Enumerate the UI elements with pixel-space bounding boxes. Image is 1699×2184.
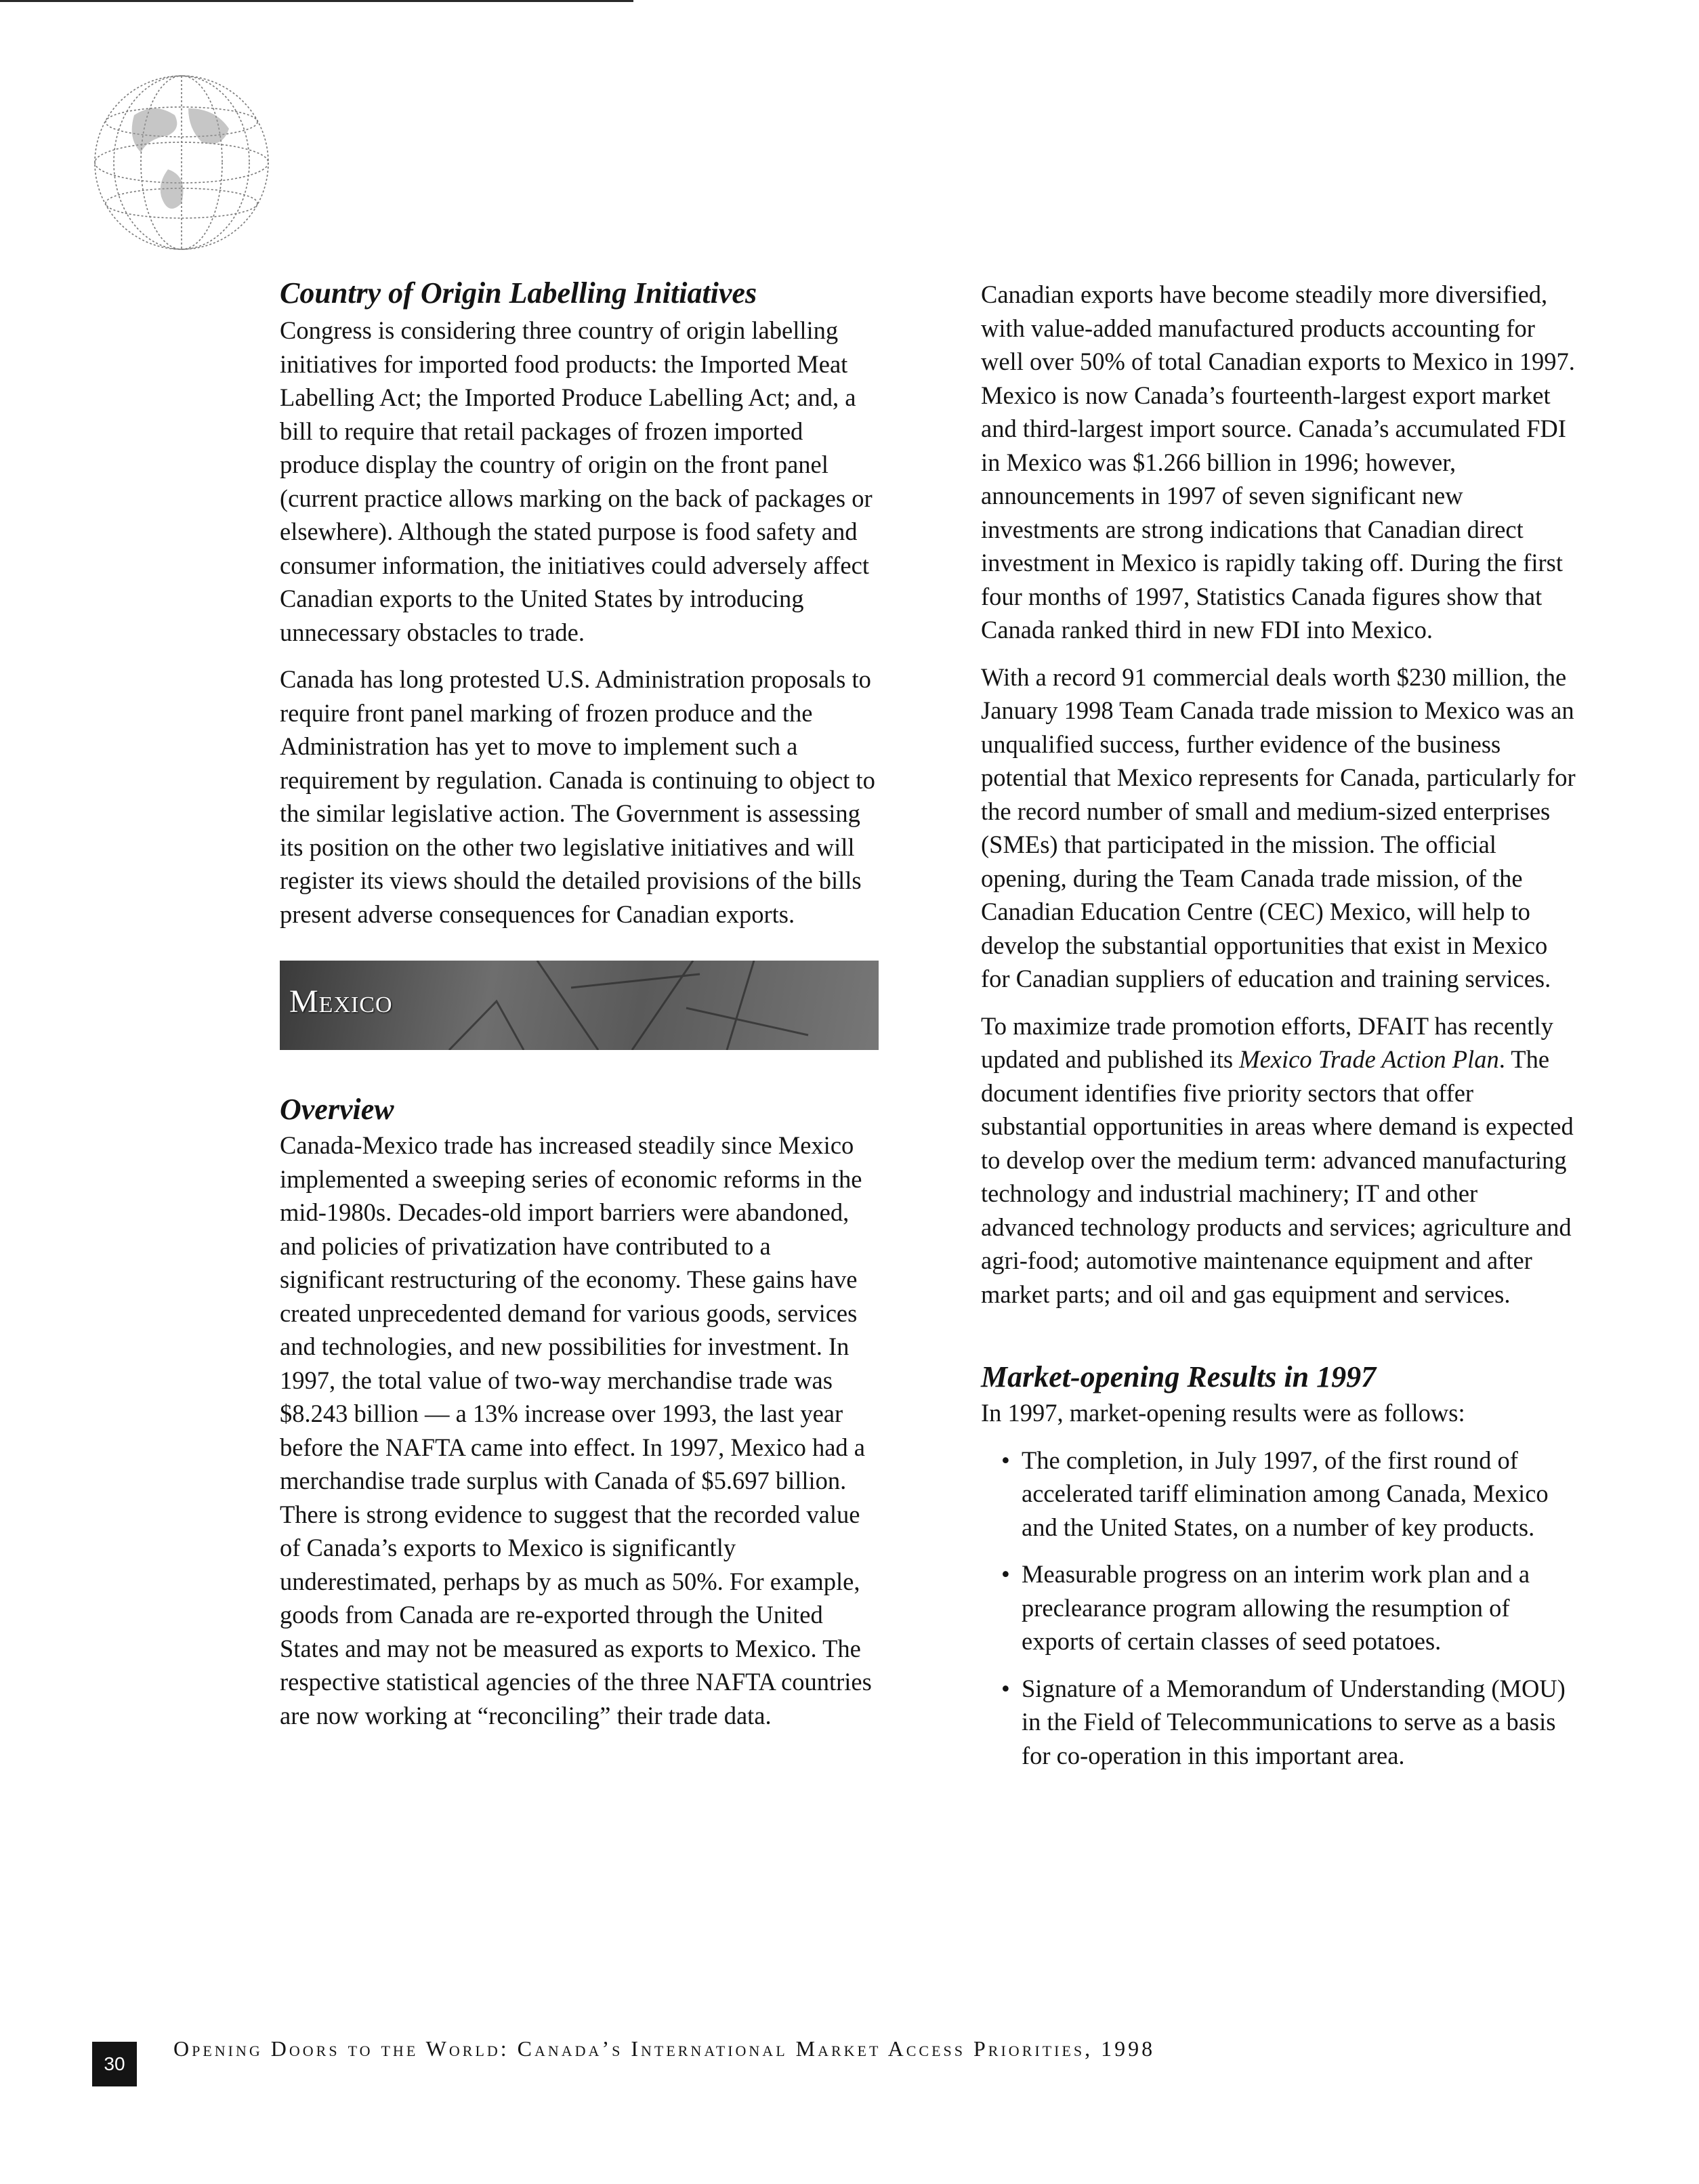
paragraph: In 1997, market-opening results were as follows:: [981, 1399, 1465, 1427]
globe-icon: [87, 68, 276, 257]
running-title: Opening Doors to the World: Canada’s International Market Access Priorities, 1998: [173, 2036, 1156, 2061]
results-list: [981, 1444, 1577, 1773]
paragraph-text: . The document identifies five priority sectors that offer substantial opportunities in areas where demand is expected to develop over the medium term: advanced manufacturing technology and industrial machinery; IT and other advanced technology products and services; agriculture and agri-food; automotive maintenance equipment and after market parts; and oil and gas equipment and services.: [981, 1045, 1574, 1308]
paragraph: Congress is considering three country of origin labelling initiatives for imported food products: the Imported Meat Labelling Act; the Imported Produce Labelling Act; and, a bill to require that retail packages of frozen imported produce display the country of origin on the front panel (current practice allows marking on the back of packages or elsewhere). Although the stated purpose is food safety and consumer information, the initiatives could adversely affect Canadian exports to the United States by introducing unnecessary obstacles to trade.: [280, 316, 873, 646]
left-column: [280, 274, 876, 1746]
page-number: 30: [92, 2042, 137, 2086]
section-heading-market-opening: Market-opening Results in 1997: [981, 1360, 1377, 1393]
banner-label: Mexico: [289, 984, 393, 1020]
list-item: • Measurable progress on an interim work plan and a preclearance program allowing the resumption of exports of certain classes of seed potatoes.: [981, 1557, 1577, 1658]
right-column: [981, 278, 1577, 1786]
mexico-banner: [280, 961, 879, 1050]
paragraph: Canada has long protested U.S. Administration proposals to require front panel marking of frozen produce and the Administration has yet to move to implement such a requirement by regulation. Canada is continuing to object to the similar legislative action. The Government is assessing its position on the other two legislative initiatives and will register its views should the detailed provisions of the bills present adverse consequences for Canadian exports.: [280, 665, 875, 928]
document-title: Mexico Trade Action Plan: [1239, 1045, 1499, 1073]
section-heading-overview: Overview: [280, 1093, 394, 1126]
list-item: • Signature of a Memorandum of Understanding (MOU) in the Field of Telecommunications to serve as a basis for co-operation in this important area.: [981, 1672, 1577, 1773]
list-item: • The completion, in July 1997, of the first round of accelerated tariff elimination among Canada, Mexico and the United States, on a number of key products.: [981, 1444, 1577, 1545]
top-rule: [0, 0, 633, 2]
page-footer: [92, 2036, 1610, 2091]
paragraph: Canadian exports have become steadily more diversified, with value-added manufactured products accounting for well over 50% of total Canadian exports to Mexico in 1997. Mexico is now Canada’s fourteenth-largest export market and third-largest import source. Canada’s accumulated FDI in Mexico was $1.266 billion in 1996; however, announcements in 1997 of seven significant new investments are strong indications that Canadian direct investment in Mexico is rapidly taking off. During the first four months of 1997, Statistics Canada figures show that Canada ranked third in new FDI into Mexico.: [981, 280, 1575, 644]
section-heading-country-of-origin: Country of Origin Labelling Initiatives: [280, 276, 757, 310]
paragraph: With a record 91 commercial deals worth $230 million, the January 1998 Team Canada trade mission to Mexico was an unqualified success, further evidence of the business potential that Mexico represents for Canada, particularly for the record number of small and medium-sized enterprises (SMEs) that participated in the mission. The official opening, during the Team Canada trade mission, of the Canadian Education Centre (CEC) Mexico, will help to develop the substantial opportunities that exist in Mexico for Canadian suppliers of education and training services.: [981, 663, 1576, 992]
paragraph-text: To maximize trade promotion efforts, DFAIT has recently updated and published its: [981, 1011, 1553, 1073]
paragraph: Canada-Mexico trade has increased steadily since Mexico implemented a sweeping series of economic reforms in the mid-1980s. Decades-old import barriers were abandoned, and policies of privatization have contributed to a significant restructuring of the economy. These gains have created unprecedented demand for various goods, services and technologies, and new possibilities for investment. In 1997, the total value of two-way merchandise trade was $8.243 billion — a 13% increase over 1993, the last year before the NAFTA came into effect. In 1997, Mexico had a merchandise trade surplus with Canada of $5.697 billion. There is strong evidence to suggest that the recorded value of Canada’s exports to Mexico is significantly underestimated, perhaps by as much as 50%. For example, goods from Canada are re-exported through the United States and may not be measured as exports to Mexico. The respective statistical agencies of the three NAFTA countries are now working at “reconciling” their trade data.: [280, 1131, 872, 1729]
paragraph: [981, 1009, 1577, 1311]
